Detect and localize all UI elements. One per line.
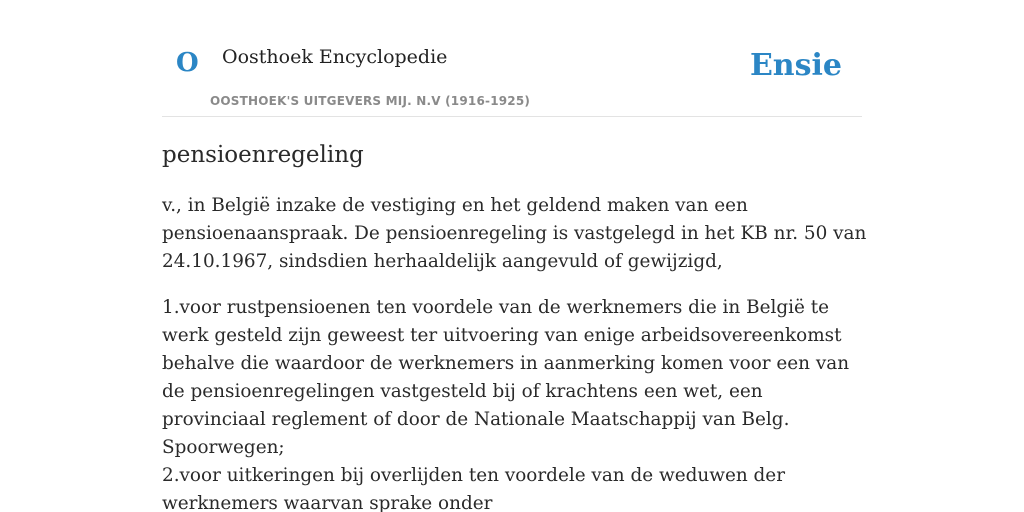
entry-list-item-1: 1.voor rustpensioenen ten voordele van de werknemers die in België te werk gesteld zijn geweest ter uitvoering van enige arbeidsovereenkomst behalve die waardoor de werknemers in aanmerking komen voor een van de pensioenregelingen vastgesteld bij of krachtens een wet, een provinciaal reglement of door de Nationale Maatschappij van Belg. Spoorwegen; (162, 297, 850, 458)
publication-logo[interactable]: O (176, 48, 199, 78)
entry-content (162, 140, 867, 512)
publication-subtitle: OOSTHOEK'S UITGEVERS MIJ. N.V (1916-1925) (210, 94, 531, 108)
header (162, 0, 862, 117)
entry-list-item-2: 2.voor uitkeringen bij overlijden ten voordele van de weduwen der werknemers waarvan sprake onder (162, 465, 785, 512)
entry-paragraph: v., in België inzake de vestiging en het geldend maken van een pensioenaanspraak. De pensioenregeling is vastgelegd in het KB nr. 50 van 24.10.1967, sindsdien herhaaldelijk aangevuld of gewijzigd, (162, 195, 867, 272)
entry-title: pensioenregeling (162, 142, 364, 168)
brand-logo-link[interactable]: Ensie (749, 48, 842, 83)
publication-title[interactable]: Oosthoek Encyclopedie (222, 46, 448, 68)
